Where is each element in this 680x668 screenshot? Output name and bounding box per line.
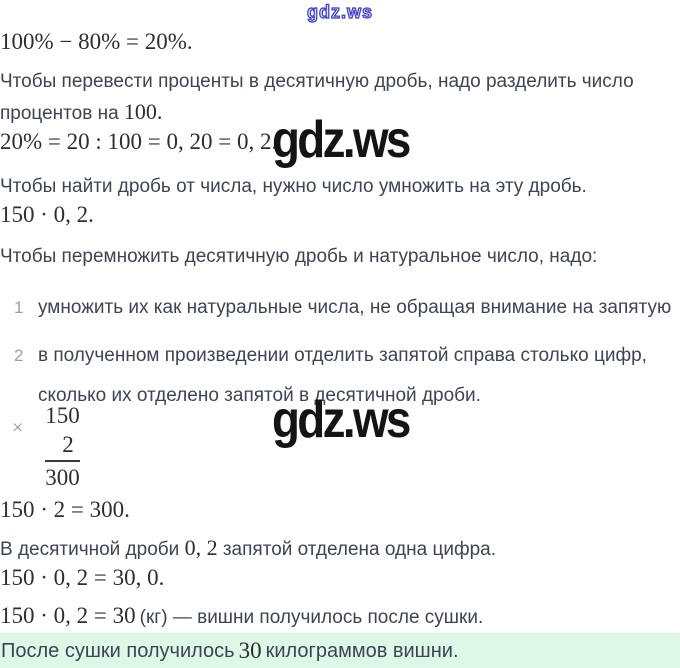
- answer-bar: [0, 633, 680, 668]
- multiplication-column: [45, 401, 80, 492]
- multiplication-factor2: 2: [62, 432, 74, 457]
- answer-text-post: килограммов вишни.: [265, 639, 459, 662]
- column-multiplication: [12, 401, 80, 492]
- list-item-1-number: 1: [14, 298, 24, 317]
- paragraph-multiply-rule: Чтобы перемножить десятичную дробь и натуральное число, надо:: [0, 246, 598, 267]
- math-line-natural-product: 150 · 2 = 300.: [0, 497, 130, 522]
- answer-number: 30: [238, 637, 262, 663]
- list-item-2-text-line1: в полученном произведении отделить запятой справа столько цифр,: [38, 345, 647, 366]
- answer-text-pre: После сушки получилось: [1, 639, 235, 662]
- decimal-digits-post: запятой отделена одна цифра.: [222, 539, 496, 560]
- list-item-2-text-line2: сколько их отделено запятой в десятичной дроби.: [38, 385, 481, 406]
- result-line: [0, 602, 483, 632]
- multiplication-sign: ×: [12, 417, 24, 439]
- decimal-digits-number: 0, 2: [184, 535, 218, 560]
- paragraph-convert-rule-line1: Чтобы перевести проценты в десятичную дробь, надо разделить число: [0, 71, 634, 92]
- convert-rule-text: процентов на: [0, 103, 119, 124]
- math-line-percent-to-decimal: 20% = 20 : 100 = 0, 20 = 0, 2.: [0, 129, 278, 154]
- math-line-percent-difference: 100% − 80% = 20%.: [0, 29, 193, 54]
- convert-rule-number: 100.: [123, 99, 163, 124]
- paragraph-convert-rule-line2: [0, 98, 162, 128]
- list-item-1-text: умножить их как натуральные числа, не обращая внимание на запятую: [38, 297, 672, 318]
- decimal-digits-pre: В десятичной дроби: [0, 539, 180, 560]
- paragraph-decimal-digits: [0, 534, 496, 564]
- math-line-decimal-product: 150 · 0, 2 = 30, 0.: [0, 565, 165, 590]
- math-line-expression: 150 · 0, 2.: [0, 202, 94, 227]
- paragraph-fraction-rule: Чтобы найти дробь от числа, нужно число умножить на эту дробь.: [0, 176, 587, 197]
- multiplication-factor1: 150: [45, 403, 80, 428]
- result-text: (кг) — вишни получилось после сушки.: [139, 607, 484, 628]
- watermark-big-lower: gdz.ws: [272, 391, 409, 449]
- watermark-big-middle: gdz.ws: [272, 111, 409, 169]
- list-item-2-number: 2: [14, 346, 24, 365]
- result-math: 150 · 0, 2 = 30: [0, 603, 136, 628]
- multiplication-product: 300: [45, 460, 80, 492]
- watermark-small: gdz.ws: [306, 2, 373, 22]
